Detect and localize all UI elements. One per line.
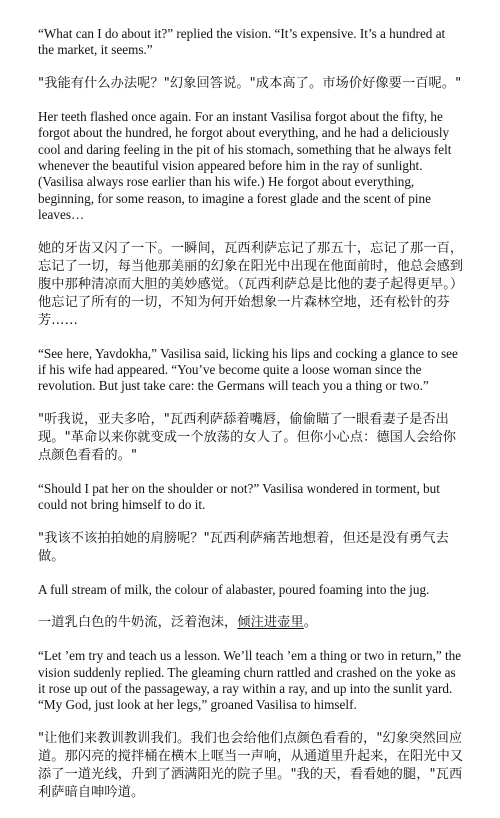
underlined-phrase: 倾注进壶里 [237, 615, 304, 631]
paragraph-en-3: “See here, Yavdokha,” Vasilisa said, licking his lips and cocking a glance to see if his wife had appeared. “You’ve become quite a loose woman since the revolution. But just take care: the Germans will teach you a thing or two.” [38, 345, 458, 394]
paragraph-en-4: “Should I pat her on the shoulder or not?” Vasilisa wondered in torment, but could not bring himself to do it. [38, 480, 440, 513]
paragraph-zh-3: "听我说，亚夫多哈，"瓦西利萨舔着嘴唇，偷偷瞄了一眼看妻子是否出现。"革命以来你就变成一个放荡的女人了。但你小心点：德国人会给你点颜色看看的。" [38, 411, 457, 463]
paragraph-en-2: Her teeth flashed once again. For an instant Vasilisa forgot about the fifty, he forgot about the hundred, he forgot about everything, and he had a deliciously cool and daring feeling in the pit of his stomach, something that he always felt whenever the beautiful vision appeared before him in the ray of sunlight. (Vasilisa always rose earlier than his wife.) He forgot about everything, beginning, for some reason, to imagine a forest glade and the scent of pine leaves… [38, 108, 452, 223]
paragraph-en-5: A full stream of milk, the colour of alabaster, poured foaming into the jug. [38, 581, 430, 597]
paragraph-zh-5-end: 。 [303, 615, 318, 631]
paragraph-zh-1: "我能有什么办法呢？"幻象回答说。"成本高了。市场价好像要一百呢。" [38, 75, 462, 91]
paragraph-zh-6: "让他们来教训教训我们。我们也会给他们点颜色看看的，"幻象突然回应道。那闪亮的搅拌桶在横木上哐当一声响，从通道里升起来，在阳光中又添了一道光线，升到了洒满阳光的院子里。"我的天，看看她的腿，"瓦西利萨暗自呻吟道。 [38, 730, 464, 800]
paragraph-en-1: “What can I do about it?” replied the vision. “It’s expensive. It’s a hundred at the market, it seems.” [38, 26, 446, 58]
paragraph-zh-5 [38, 614, 464, 632]
document-page [38, 26, 464, 818]
paragraph-zh-4: "我该不该拍拍她的肩膀呢？"瓦西利萨痛苦地想着，但还是没有勇气去做。 [38, 530, 449, 564]
paragraph-zh-2: 她的牙齿又闪了一下。一瞬间，瓦西利萨忘记了那五十，忘记了那一百，忘记了一切，每当他那美丽的幻象在阳光中出现在他面前时，他总会感到腹中那种清凉而大胆的美妙感觉。（瓦西利萨总是比他的妻子起得更早。）他忘记了所有的一切，不知为何开始想象一片森林空地，还有松针的芬芳…… [38, 240, 464, 328]
paragraph-zh-5-start: 一道乳白色的牛奶流，泛着泡沫， [38, 615, 238, 631]
paragraph-en-6: “Let ’em try and teach us a lesson. We’ll teach ’em a thing or two in return,” the vision suddenly replied. The gleaming churn rattled and crashed on the yoke as it rose up out of the passageway, a ray within a ray, and up into the sunlit yard. “My God, just look at her legs,” groaned Vasilisa to himself. [38, 648, 462, 713]
